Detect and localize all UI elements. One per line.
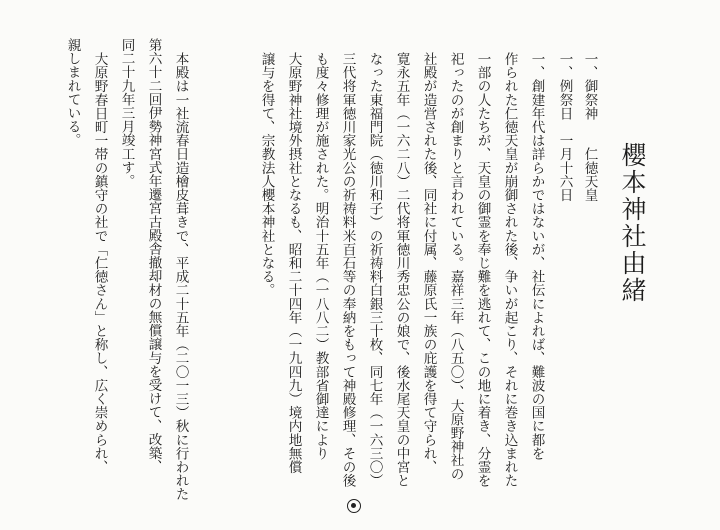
history-line-2: 作られた仁徳天皇が崩御された後、争いが起こり、それに巻き込まれた — [501, 52, 518, 488]
item-festival-day: 一、例祭日 一月十六日 — [556, 52, 573, 202]
history-line-6: 寛永五年（一六二八）二代将軍徳川秀忠公の娘で、後水尾天皇の中宮と — [393, 52, 410, 488]
history-line-4: 祀ったのが創まりと言われている。嘉祥三年（八五〇）、大原野神社の — [447, 52, 464, 481]
history-line-16: 親しまれている。 — [64, 38, 81, 147]
history-line-10: 大原野神社境外摂社となるも、昭和二十四年（一九四九）境内地無償 — [285, 52, 302, 474]
item-deity: 一、御祭神 仁徳天皇 — [581, 52, 598, 202]
history-line-9: も度々修理が施された。明治十五年（一八八二）教部省御達により — [312, 52, 329, 460]
history-line-14: 同二十九年三月竣工す。 — [118, 38, 135, 188]
history-line-8: 三代将軍徳川家光公の祈祷料米百石等の奉納をもって神殿修理、その後 — [339, 52, 356, 488]
history-line-13: 第六十二回伊勢神宮式年遷宮古殿舎撤却材の無償譲与を受けて、改築、 — [145, 38, 162, 474]
document-title: 櫻本神社由緒 — [618, 142, 647, 304]
history-line-7: なった東福門院（徳川和子）の祈祷料白銀三十枚、同七年（一六三〇） — [366, 52, 383, 488]
history-line-5: 社殿が造営された後、同社に付属、藤原氏一族の庇護を得て守られ、 — [420, 52, 437, 474]
history-line-1: 一、創建年代は詳らかではないが、社伝によれば、難波の国に都を — [528, 52, 545, 460]
history-line-15: 大原野春日町一帯の鎮守の社で「仁徳さん」と称し、広く崇められ、 — [91, 52, 108, 474]
history-line-12: 本殿は一社流春日造檜皮葺きで、平成二十五年（二〇一三）秋に行われた — [172, 52, 189, 501]
page-mark-icon — [347, 499, 361, 513]
history-line-11: 譲与を得て、宗教法人櫻本神社となる。 — [258, 52, 275, 297]
history-line-3: 一部の人たちが、天皇の御霊を奉じ難を逃れて、この地に着き、分霊を — [474, 52, 491, 488]
